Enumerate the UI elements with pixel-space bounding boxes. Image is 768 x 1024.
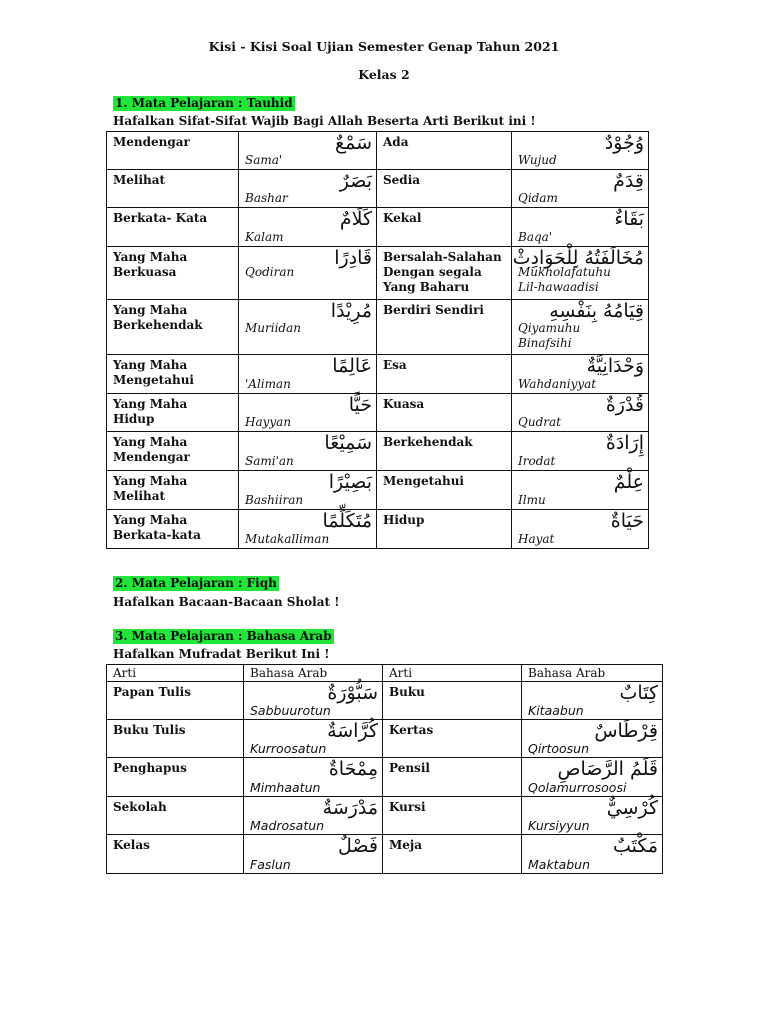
arabic-cell bbox=[239, 394, 377, 432]
meaning-text: Kekal bbox=[383, 211, 422, 225]
meaning-text: Melihat bbox=[113, 173, 166, 187]
arabic-text: كُرْسِيٌّ bbox=[606, 797, 658, 819]
meaning-cell bbox=[107, 300, 239, 355]
meaning-cell bbox=[107, 432, 239, 471]
meaning-text: Sekolah bbox=[113, 800, 167, 814]
instruction-fiqh: Hafalkan Bacaan-Bacaan Sholat ! bbox=[113, 595, 340, 609]
table-row bbox=[107, 835, 663, 874]
meaning-cell bbox=[107, 758, 244, 797]
arabic-cell bbox=[239, 132, 377, 170]
meaning-cell bbox=[377, 208, 512, 247]
arabic-text: سَبُّوْرَةٌ bbox=[327, 682, 378, 704]
meaning-text: Buku bbox=[389, 685, 425, 699]
meaning-text: Esa bbox=[383, 358, 407, 372]
meaning-text: Penghapus bbox=[113, 761, 187, 775]
arabic-cell bbox=[239, 208, 377, 247]
meaning-cell bbox=[377, 300, 512, 355]
arabic-text: قِيَامُهُ بِنَفْسِهِ bbox=[549, 300, 644, 322]
transliteration-text: Baqa' bbox=[518, 230, 553, 244]
meaning-text: Kursi bbox=[389, 800, 426, 814]
transliteration-text: Bashar bbox=[245, 191, 288, 205]
transliteration-text: Sama' bbox=[245, 153, 283, 167]
meaning-cell bbox=[377, 247, 512, 300]
table-row bbox=[107, 300, 649, 355]
meaning-text: Yang Maha Berkata-kata bbox=[113, 513, 201, 542]
arabic-cell bbox=[244, 682, 383, 720]
arabic-cell bbox=[512, 471, 649, 510]
arabic-text: مُتَكَلِّمًا bbox=[322, 510, 372, 532]
meaning-cell bbox=[107, 720, 244, 758]
meaning-text: Mengetahui bbox=[383, 474, 464, 488]
arabic-text: قِدَمٌ bbox=[613, 170, 644, 192]
transliteration-text: Kalam bbox=[245, 230, 284, 244]
transliteration-text: Kurroosatun bbox=[250, 741, 327, 756]
transliteration-text: Kitaabun bbox=[528, 703, 584, 718]
transliteration-text: Faslun bbox=[250, 857, 291, 872]
table-row bbox=[107, 170, 649, 208]
meaning-text: Papan Tulis bbox=[113, 685, 191, 699]
arabic-text: كُرَّاسَةٌ bbox=[327, 720, 378, 742]
table-row bbox=[107, 247, 649, 300]
arabic-cell bbox=[239, 170, 377, 208]
table-row bbox=[107, 720, 663, 758]
arabic-cell bbox=[239, 510, 377, 549]
column-header: Arti bbox=[383, 665, 522, 682]
meaning-text: Yang Maha Berkehendak bbox=[113, 303, 203, 332]
meaning-cell bbox=[107, 355, 239, 394]
arabic-text: بَصِيْرًا bbox=[328, 471, 372, 493]
meaning-cell bbox=[107, 797, 244, 835]
arabic-text: مِمْحَاةٌ bbox=[328, 758, 378, 780]
section-heading-fiqh: 2. Mata Pelajaran : Fiqh bbox=[115, 576, 277, 590]
transliteration-text: Qodiran bbox=[245, 265, 295, 279]
arabic-text: كَلَامٌ bbox=[339, 208, 372, 230]
transliteration-text: Hayyan bbox=[245, 415, 292, 429]
arabic-text: مُخَالَفَتُهُ لِلْحَوَادِثْ bbox=[512, 247, 644, 269]
meaning-text: Pensil bbox=[389, 761, 430, 775]
arabic-cell bbox=[512, 170, 649, 208]
tauhid-table bbox=[106, 131, 649, 549]
meaning-text: Kelas bbox=[113, 838, 150, 852]
transliteration-text: Madrosatun bbox=[250, 818, 325, 833]
meaning-text: Berkehendak bbox=[383, 435, 473, 449]
table-row bbox=[107, 471, 649, 510]
meaning-cell bbox=[377, 132, 512, 170]
transliteration-text: Irodat bbox=[518, 454, 556, 468]
arabic-text: عِلْمٌ bbox=[613, 471, 644, 493]
meaning-text: Buku Tulis bbox=[113, 723, 186, 737]
arabic-cell bbox=[522, 682, 663, 720]
transliteration-text: 'Aliman bbox=[245, 377, 291, 391]
meaning-text: Berdiri Sendiri bbox=[383, 303, 484, 317]
meaning-cell bbox=[107, 247, 239, 300]
arabic-cell bbox=[244, 720, 383, 758]
meaning-text: Mendengar bbox=[113, 135, 190, 149]
arabic-cell bbox=[522, 758, 663, 797]
arabic-text: قِرْطَاسٌ bbox=[594, 720, 658, 742]
arabic-text: كِتَابٌ bbox=[619, 682, 658, 704]
arabic-cell bbox=[239, 355, 377, 394]
transliteration-text: Mimhaatun bbox=[250, 780, 321, 795]
meaning-text: Bersalah-Salahan Dengan segala Yang Baharu bbox=[383, 250, 502, 294]
arabic-cell bbox=[239, 247, 377, 300]
meaning-text: Kertas bbox=[389, 723, 434, 737]
transliteration-text: Qolamurrosoosi bbox=[528, 780, 627, 795]
transliteration-text: Qiyamuhu Binafsihi bbox=[518, 321, 581, 350]
arabic-text: قَلَمُ الرَّصَاصِ bbox=[557, 758, 658, 780]
arabic-cell bbox=[512, 355, 649, 394]
meaning-text: Kuasa bbox=[383, 397, 425, 411]
meaning-cell bbox=[383, 758, 522, 797]
arabic-text: مُرِيْدًا bbox=[330, 300, 372, 322]
meaning-cell bbox=[107, 471, 239, 510]
meaning-cell bbox=[107, 132, 239, 170]
meaning-cell bbox=[383, 797, 522, 835]
transliteration-text: Qirtoosun bbox=[528, 741, 590, 756]
arabic-text: قَادِرًا bbox=[334, 247, 372, 269]
arabic-text: قُدْرَةٌ bbox=[605, 394, 644, 416]
meaning-text: Yang Maha Mengetahui bbox=[113, 358, 194, 387]
instruction-bahasa-arab: Hafalkan Mufradat Berikut Ini ! bbox=[113, 647, 330, 661]
arabic-cell bbox=[244, 758, 383, 797]
column-header: Bahasa Arab bbox=[244, 665, 383, 682]
arabic-cell bbox=[239, 300, 377, 355]
arabic-text: إِرَادَةٌ bbox=[605, 432, 644, 454]
arabic-cell bbox=[522, 797, 663, 835]
section-heading-tauhid: 1. Mata Pelajaran : Tauhid bbox=[115, 96, 293, 110]
meaning-cell bbox=[377, 432, 512, 471]
table-row bbox=[107, 797, 663, 835]
table-row bbox=[107, 682, 663, 720]
column-header: Arti bbox=[107, 665, 244, 682]
transliteration-text: Sabbuurotun bbox=[250, 703, 331, 718]
arabic-cell bbox=[512, 432, 649, 471]
arabic-cell bbox=[244, 797, 383, 835]
meaning-cell bbox=[107, 835, 244, 874]
meaning-text: Yang Maha Berkuasa bbox=[113, 250, 188, 279]
arabic-cell bbox=[512, 300, 649, 355]
arabic-text: مَدْرَسَةٌ bbox=[322, 797, 378, 819]
arabic-text: حَيَاةٌ bbox=[610, 510, 644, 532]
table-row bbox=[107, 208, 649, 247]
transliteration-text: Mukholafatuhu Lil-hawaadisi bbox=[518, 265, 611, 294]
table-row bbox=[107, 355, 649, 394]
arabic-cell bbox=[512, 208, 649, 247]
arabic-text: بَقَاءٌ bbox=[614, 208, 644, 230]
transliteration-text: Ilmu bbox=[518, 493, 546, 507]
column-header: Bahasa Arab bbox=[522, 665, 663, 682]
meaning-cell bbox=[107, 510, 239, 549]
arabic-text: سَمِيْعًا bbox=[324, 432, 372, 454]
transliteration-text: Wujud bbox=[518, 153, 557, 167]
meaning-cell bbox=[377, 510, 512, 549]
arabic-cell bbox=[239, 432, 377, 471]
arabic-cell bbox=[512, 510, 649, 549]
transliteration-text: Sami'an bbox=[245, 454, 294, 468]
arabic-text: سَمْعٌ bbox=[334, 132, 372, 154]
vocabulary-table bbox=[106, 664, 663, 874]
arabic-text: وَحْدَانِيَّةٌ bbox=[586, 355, 644, 377]
arabic-text: فَصْلٌ bbox=[338, 835, 378, 857]
meaning-cell bbox=[383, 720, 522, 758]
arabic-cell bbox=[512, 132, 649, 170]
transliteration-text: Muriidan bbox=[245, 321, 301, 335]
document-title: Kisi - Kisi Soal Ujian Semester Genap Tahun 2021 bbox=[208, 39, 560, 54]
arabic-text: حَيًّا bbox=[348, 394, 372, 416]
section-heading-bahasa-arab: 3. Mata Pelajaran : Bahasa Arab bbox=[115, 629, 332, 643]
arabic-text: وُجُوْدٌ bbox=[604, 132, 644, 154]
meaning-cell bbox=[107, 394, 239, 432]
transliteration-text: Wahdaniyyat bbox=[518, 377, 597, 391]
arabic-cell bbox=[522, 835, 663, 874]
meaning-cell bbox=[377, 355, 512, 394]
arabic-cell bbox=[512, 247, 649, 300]
transliteration-text: Qudrat bbox=[518, 415, 561, 429]
arabic-cell bbox=[239, 471, 377, 510]
meaning-text: Sedia bbox=[383, 173, 421, 187]
meaning-cell bbox=[377, 394, 512, 432]
meaning-text: Yang Maha Melihat bbox=[113, 474, 188, 503]
table-header-row bbox=[107, 665, 663, 682]
arabic-text: عَالِمًا bbox=[332, 355, 372, 377]
transliteration-text: Maktabun bbox=[528, 857, 591, 872]
meaning-text: Yang Maha Mendengar bbox=[113, 435, 190, 464]
table-row bbox=[107, 510, 649, 549]
table-row bbox=[107, 432, 649, 471]
table-row bbox=[107, 758, 663, 797]
transliteration-text: Mutakalliman bbox=[245, 532, 330, 546]
meaning-cell bbox=[377, 170, 512, 208]
instruction-tauhid: Hafalkan Sifat-Sifat Wajib Bagi Allah Beserta Arti Berikut ini ! bbox=[113, 114, 536, 128]
meaning-cell bbox=[107, 208, 239, 247]
meaning-cell bbox=[107, 170, 239, 208]
meaning-cell bbox=[383, 835, 522, 874]
transliteration-text: Qidam bbox=[518, 191, 558, 205]
arabic-cell bbox=[512, 394, 649, 432]
transliteration-text: Kursiyyun bbox=[528, 818, 590, 833]
table-row bbox=[107, 394, 649, 432]
meaning-cell bbox=[383, 682, 522, 720]
transliteration-text: Bashiiran bbox=[245, 493, 304, 507]
meaning-text: Hidup bbox=[383, 513, 425, 527]
arabic-text: بَصَرٌ bbox=[339, 170, 372, 192]
arabic-cell bbox=[522, 720, 663, 758]
transliteration-text: Hayat bbox=[518, 532, 555, 546]
table-row bbox=[107, 132, 649, 170]
arabic-text: مَكْتَبٌ bbox=[612, 835, 658, 857]
meaning-text: Meja bbox=[389, 838, 423, 852]
arabic-cell bbox=[244, 835, 383, 874]
meaning-cell bbox=[377, 471, 512, 510]
meaning-text: Yang Maha Hidup bbox=[113, 397, 188, 426]
meaning-text: Berkata- Kata bbox=[113, 211, 208, 225]
meaning-text: Ada bbox=[383, 135, 409, 149]
class-label: Kelas 2 bbox=[358, 67, 410, 82]
meaning-cell bbox=[107, 682, 244, 720]
